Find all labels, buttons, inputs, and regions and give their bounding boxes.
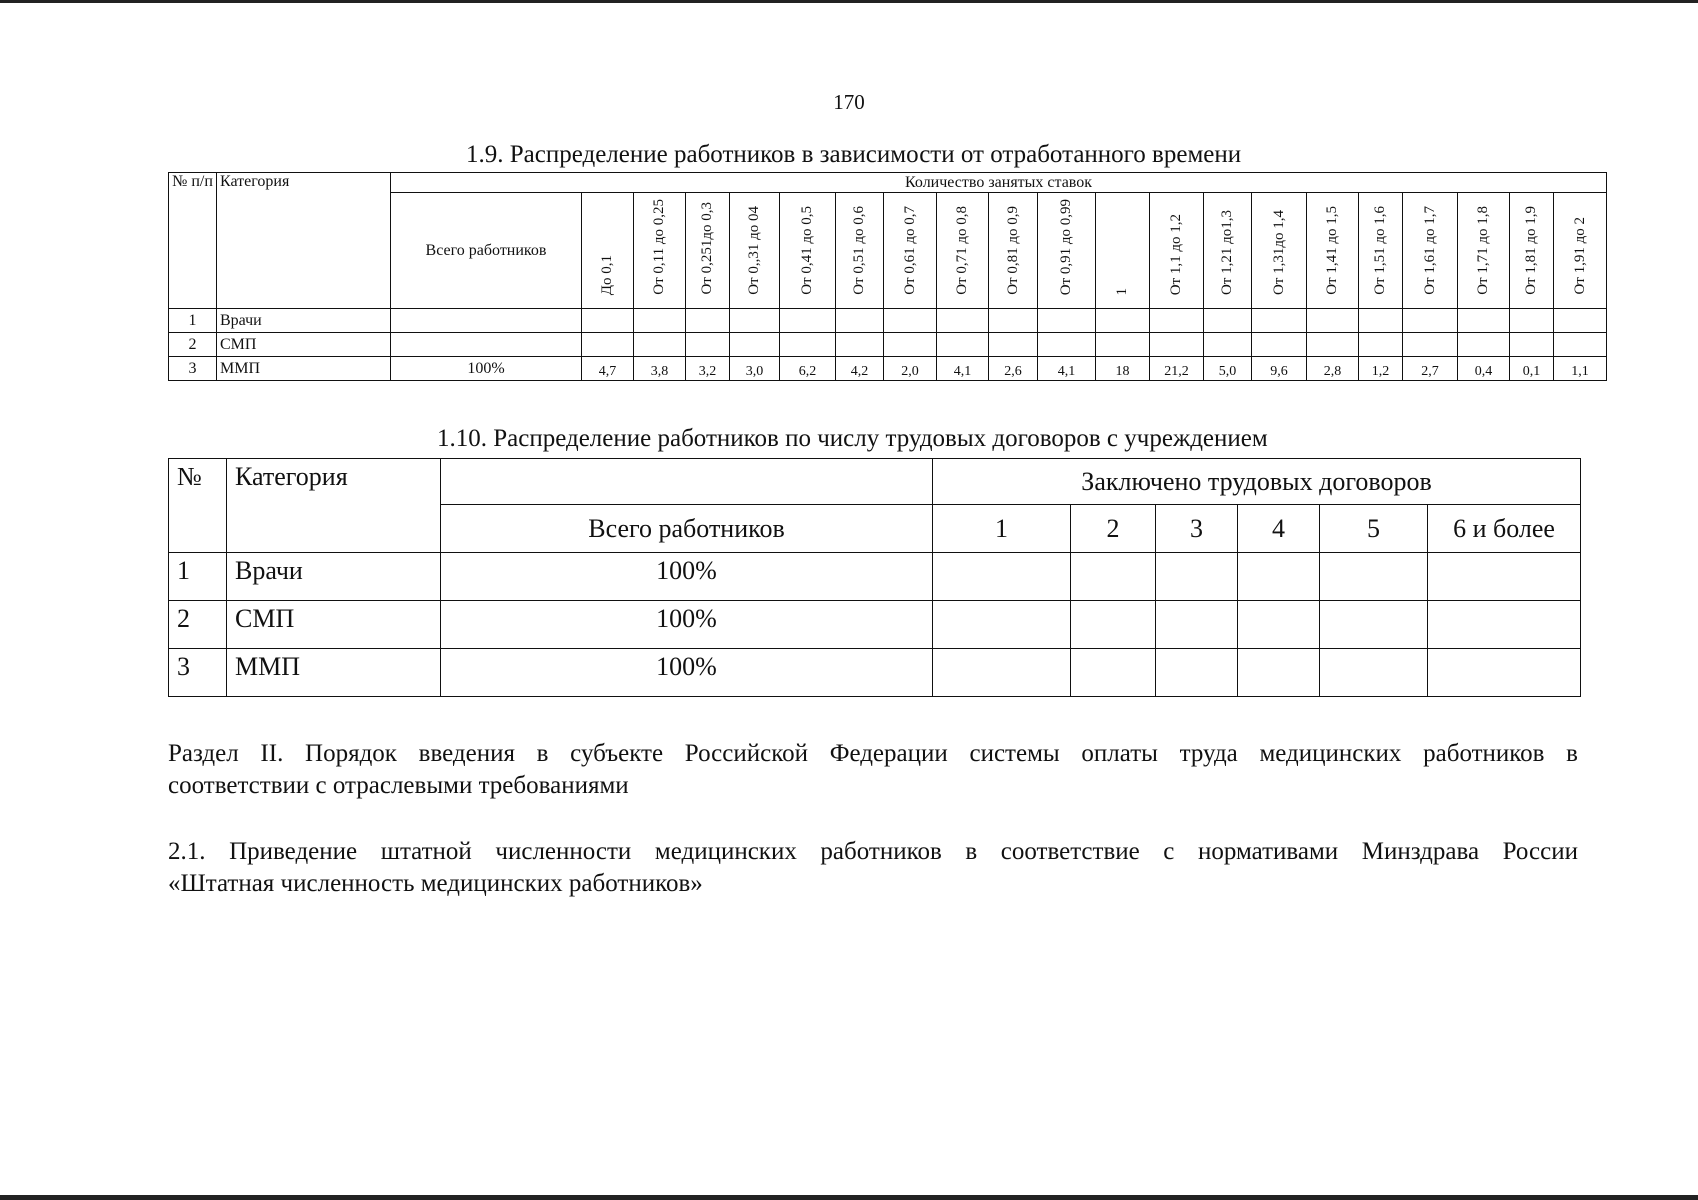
value-cell	[1359, 309, 1403, 333]
value-cell: 2,0	[884, 357, 937, 381]
row-category: Врачи	[227, 553, 441, 601]
row-number: 3	[169, 357, 217, 381]
subsection-2-1-line1: 2.1. Приведение штатной численности медицинских работников в соответствие с нормативами Минздрава России	[168, 838, 1578, 865]
value-cell	[1403, 333, 1458, 357]
table-row	[169, 357, 1607, 381]
value-cell	[933, 649, 1071, 697]
table-row	[169, 309, 1607, 333]
value-cell: 1,1	[1554, 357, 1607, 381]
col-header-range: От 0,,31 до 04	[730, 193, 780, 309]
scan-bottom-border	[0, 1195, 1698, 1200]
value-cell	[1156, 553, 1238, 601]
value-cell	[933, 553, 1071, 601]
value-cell	[1554, 309, 1607, 333]
row-total	[391, 309, 582, 333]
value-cell	[989, 309, 1038, 333]
value-cell	[1320, 649, 1428, 697]
value-cell	[730, 309, 780, 333]
col-header-range: От 0,251до 0,3	[686, 193, 730, 309]
section-2-line2: соответствии с отраслевыми требованиями	[168, 772, 629, 799]
table-row	[169, 649, 1581, 697]
value-cell	[1428, 553, 1581, 601]
col-header-range: От 0,51 до 0,6	[836, 193, 884, 309]
value-cell: 9,6	[1252, 357, 1307, 381]
value-cell	[1038, 309, 1096, 333]
value-cell	[836, 333, 884, 357]
value-cell	[1359, 333, 1403, 357]
section-2-heading	[168, 738, 1578, 802]
table-row	[169, 553, 1581, 601]
row-total: 100%	[441, 649, 933, 697]
col-header-range: От 0,91 до 0,99	[1038, 193, 1096, 309]
value-cell	[1458, 333, 1510, 357]
value-cell	[686, 309, 730, 333]
value-cell	[686, 333, 730, 357]
value-cell	[1204, 333, 1252, 357]
value-cell	[933, 601, 1071, 649]
table-worktime-distribution	[168, 172, 1607, 381]
value-cell	[780, 309, 836, 333]
value-cell	[634, 309, 686, 333]
value-cell	[1510, 333, 1554, 357]
row-total: 100%	[441, 553, 933, 601]
value-cell	[884, 309, 937, 333]
value-cell	[1252, 333, 1307, 357]
row-number: 1	[169, 309, 217, 333]
value-cell	[1150, 309, 1204, 333]
col-header-range: От 0,11 до 0,25	[634, 193, 686, 309]
value-cell	[1307, 309, 1359, 333]
col-header-range: До 0,1	[582, 193, 634, 309]
value-cell	[1554, 333, 1607, 357]
col-header-total: Всего работников	[441, 505, 933, 553]
col-header-category: Категория	[217, 173, 391, 309]
value-cell	[1071, 553, 1156, 601]
section-2-line1: Раздел II. Порядок введения в субъекте Российской Федерации системы оплаты труда медицинских работников в	[168, 740, 1578, 767]
value-cell	[1307, 333, 1359, 357]
col-header-category: Категория	[227, 459, 441, 553]
value-cell	[1320, 601, 1428, 649]
table-row	[169, 601, 1581, 649]
scan-top-border	[0, 0, 1698, 3]
row-category: Врачи	[217, 309, 391, 333]
value-cell	[582, 309, 634, 333]
value-cell	[1458, 309, 1510, 333]
value-cell	[1038, 333, 1096, 357]
value-cell	[1252, 309, 1307, 333]
page-number: 170	[833, 90, 865, 114]
row-category: СМП	[227, 601, 441, 649]
value-cell: 21,2	[1150, 357, 1204, 381]
col-header-range: От 0,61 до 0,7	[884, 193, 937, 309]
value-cell: 5,0	[1204, 357, 1252, 381]
col-header-range: От 0,81 до 0,9	[989, 193, 1038, 309]
table-row	[169, 333, 1607, 357]
col-header-number: № п/п	[169, 173, 217, 309]
row-number: 2	[169, 601, 227, 649]
value-cell	[989, 333, 1038, 357]
value-cell: 18	[1096, 357, 1150, 381]
col-header-range: От 1,21 до1,3	[1204, 193, 1252, 309]
col-header-count: 4	[1238, 505, 1320, 553]
table-contracts-distribution	[168, 458, 1581, 697]
row-number: 2	[169, 333, 217, 357]
col-header-count: 5	[1320, 505, 1428, 553]
value-cell: 3,0	[730, 357, 780, 381]
value-cell: 4,1	[1038, 357, 1096, 381]
value-cell: 2,7	[1403, 357, 1458, 381]
value-cell	[634, 333, 686, 357]
value-cell: 0,1	[1510, 357, 1554, 381]
row-number: 3	[169, 649, 227, 697]
value-cell: 6,2	[780, 357, 836, 381]
col-header-count: 6 и более	[1428, 505, 1581, 553]
value-cell: 3,8	[634, 357, 686, 381]
col-header-group: Количество занятых ставок	[391, 173, 1607, 193]
row-total: 100%	[441, 601, 933, 649]
value-cell	[1071, 649, 1156, 697]
col-header-number: №	[169, 459, 227, 553]
col-header-count: 1	[933, 505, 1071, 553]
value-cell: 4,1	[937, 357, 989, 381]
value-cell	[1204, 309, 1252, 333]
value-cell	[1071, 601, 1156, 649]
col-header-spacer	[441, 459, 933, 505]
value-cell: 4,2	[836, 357, 884, 381]
value-cell	[1096, 333, 1150, 357]
value-cell: 4,7	[582, 357, 634, 381]
value-cell: 3,2	[686, 357, 730, 381]
value-cell	[1403, 309, 1458, 333]
row-total: 100%	[391, 357, 582, 381]
subsection-2-1-line2: «Штатная численность медицинских работников»	[168, 870, 703, 897]
col-header-range: 1	[1096, 193, 1150, 309]
value-cell	[582, 333, 634, 357]
col-header-range: От 1,71 до 1,8	[1458, 193, 1510, 309]
subsection-2-1	[168, 836, 1578, 900]
col-header-range: От 1,1 до 1,2	[1150, 193, 1204, 309]
col-header-range: От 1,51 до 1,6	[1359, 193, 1403, 309]
value-cell	[1238, 601, 1320, 649]
value-cell	[884, 333, 937, 357]
value-cell	[1320, 553, 1428, 601]
row-number: 1	[169, 553, 227, 601]
col-header-total: Всего работников	[391, 193, 582, 309]
col-header-range: От 1,81 до 1,9	[1510, 193, 1554, 309]
col-header-range: От 1,41 до 1,5	[1307, 193, 1359, 309]
row-category: ММП	[227, 649, 441, 697]
value-cell	[937, 333, 989, 357]
col-header-range: От 1,31до 1,4	[1252, 193, 1307, 309]
row-category: ММП	[217, 357, 391, 381]
value-cell	[1096, 309, 1150, 333]
table1-caption: 1.9. Распределение работников в зависимости от отработанного времени	[466, 141, 1242, 168]
col-header-count: 3	[1156, 505, 1238, 553]
value-cell	[1428, 649, 1581, 697]
value-cell	[1150, 333, 1204, 357]
value-cell	[1156, 649, 1238, 697]
col-header-range: От 1,61 до 1,7	[1403, 193, 1458, 309]
value-cell	[937, 309, 989, 333]
row-category: СМП	[217, 333, 391, 357]
table2-caption: 1.10. Распределение работников по числу трудовых договоров с учреждением	[437, 425, 1268, 452]
value-cell	[1428, 601, 1581, 649]
value-cell: 0,4	[1458, 357, 1510, 381]
value-cell	[780, 333, 836, 357]
value-cell	[836, 309, 884, 333]
value-cell	[1156, 601, 1238, 649]
value-cell: 2,8	[1307, 357, 1359, 381]
col-header-count: 2	[1071, 505, 1156, 553]
value-cell	[730, 333, 780, 357]
value-cell	[1238, 649, 1320, 697]
col-header-group: Заключено трудовых договоров	[933, 459, 1581, 505]
col-header-range: От 0,71 до 0,8	[937, 193, 989, 309]
value-cell: 1,2	[1359, 357, 1403, 381]
value-cell	[1238, 553, 1320, 601]
value-cell: 2,6	[989, 357, 1038, 381]
value-cell	[1510, 309, 1554, 333]
col-header-range: От 0,41 до 0,5	[780, 193, 836, 309]
col-header-range: От 1,91 до 2	[1554, 193, 1607, 309]
row-total	[391, 333, 582, 357]
